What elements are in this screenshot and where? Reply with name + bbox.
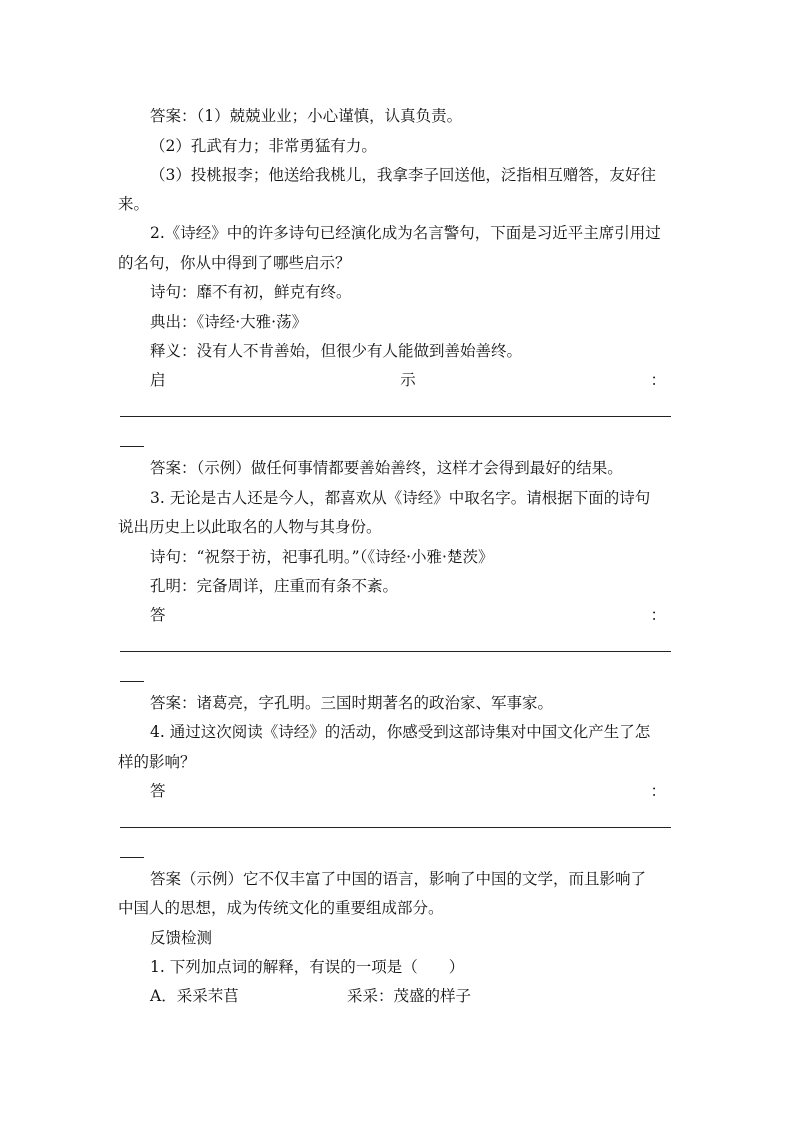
insight-label-char-2: 示 [400,371,416,389]
poem-line: 诗句：靡不有初，鲜克有终。 [150,283,352,301]
answer-blank-line [120,416,671,417]
kongming-meaning: 孔明：完备周详，庄重而有条不紊。 [150,577,399,595]
answer-3: 答案：诸葛亮，字孔明。三国时期著名的政治家、军事家。 [150,694,554,712]
insight-colon: ： [650,371,666,389]
answer-4: 答案（示例）它不仅丰富了中国的语言，影响了中国的文学，而且影响了 [150,870,647,888]
meaning-line: 释义：没有人不肯善始，但很少有人能做到善始善终。 [150,342,523,360]
answer-blank-line [120,827,671,828]
answer-colon: ： [650,782,666,800]
answer-1-part-2: （2）孔武有力；非常勇猛有力。 [150,137,377,155]
answer-prompt-3 [150,605,666,625]
question-4: 4. 通过这次阅读《诗经》的活动，你感受到这部诗集对中国文化产生了怎 [150,723,651,741]
answer-prompt-4 [150,781,666,801]
answer-blank-tail [120,446,144,447]
option-a-phrase: A．采采芣苢 [150,987,239,1005]
answer-4-continued: 中国人的思想，成为传统文化的重要组成部分。 [118,899,444,917]
poem-line-2: 诗句：“祝祭于祊，祀事孔明。”（《诗经·小雅·楚茨》 [150,548,494,566]
feedback-heading: 反馈检测 [150,929,213,947]
question-4-continued: 样的影响？ [118,753,196,771]
answer-2: 答案：（示例）做任何事情都要善始善终，这样才会得到最好的结果。 [150,459,623,477]
answer-blank-tail [120,681,144,682]
answer-1-part-3-continued: 来。 [118,195,150,213]
question-3-continued: 说出历史上以此取名的人物与其身份。 [118,518,382,536]
insight-prompt [150,370,666,390]
question-2: 2.《诗经》中的许多诗句已经演化成为名言警句，下面是习近平主席引用过 [150,224,661,242]
question-3: 3. 无论是古人还是今人，都喜欢从《诗经》中取名字。请根据下面的诗句 [150,489,651,507]
insight-label-char-1: 启 [150,371,166,389]
question-2-continued: 的名句，你从中得到了哪些启示？ [118,254,351,272]
option-a-explanation: 采采：茂盛的样子 [347,987,472,1005]
answer-colon: ： [650,606,666,624]
answer-label: 答 [150,782,166,800]
answer-blank-line [120,651,671,652]
feedback-question-1: 1. 下列加点词的解释，有误的一项是（ ） [150,958,465,976]
answer-label: 答 [150,606,166,624]
answer-1-part-1: 答案：（1）兢兢业业；小心谨慎，认真负责。 [150,107,463,125]
source-line: 典出：《诗经·大雅·荡》 [150,313,308,331]
answer-blank-tail [120,857,144,858]
answer-1-part-3: （3）投桃报李；他送给我桃儿，我拿李子回送他，泛指相互赠答，友好往 [150,166,656,184]
